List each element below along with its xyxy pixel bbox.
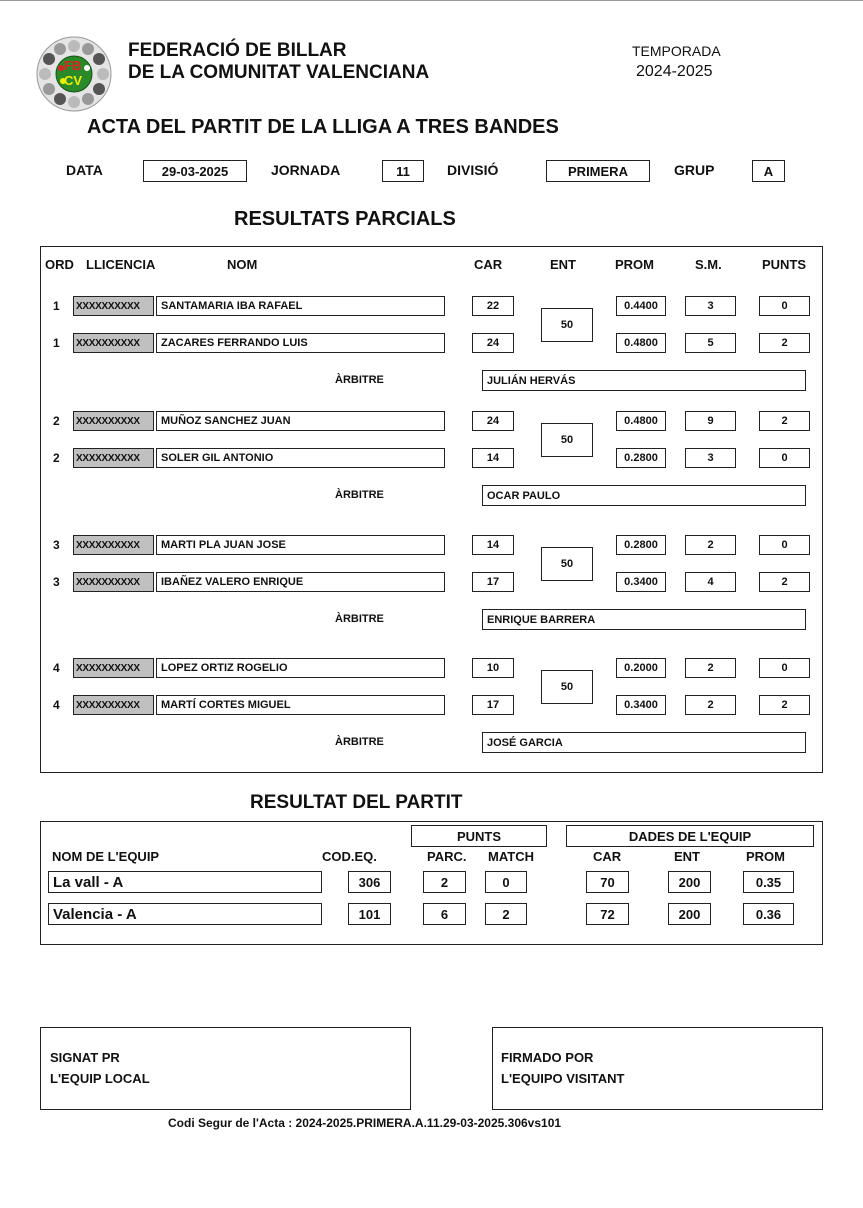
player-name: MARTI PLA JUAN JOSE: [156, 535, 445, 555]
team-match-points: 0: [485, 871, 527, 893]
logo-text-top: FB: [64, 58, 82, 73]
security-code: Codi Segur de l'Acta : 2024-2025.PRIMERA.A.11.29-03-2025.306vs101: [168, 1116, 562, 1130]
player-caroms: 10: [472, 658, 514, 678]
player-average: 0.3400: [616, 572, 666, 592]
player-name: IBAÑEZ VALERO ENRIQUE: [156, 572, 445, 592]
referee-name: JOSÉ GARCIA: [482, 732, 806, 753]
player-high-run: 5: [685, 333, 736, 353]
player-caroms: 24: [472, 333, 514, 353]
team-name: La vall - A: [48, 871, 322, 893]
player-name: SOLER GIL ANTONIO: [156, 448, 445, 468]
grup-label: GRUP: [674, 162, 715, 178]
col-team-name: NOM DE L'EQUIP: [52, 849, 160, 864]
player-licence: XXXXXXXXXX: [73, 658, 154, 678]
org-name-line1: FEDERACIÓ DE BILLAR: [128, 40, 347, 61]
partials-title: RESULTATS PARCIALS: [234, 208, 456, 230]
col-prom: PROM: [615, 257, 654, 272]
player-caroms: 17: [472, 572, 514, 592]
player-licence: XXXXXXXXXX: [73, 411, 154, 431]
season-value: 2024-2025: [636, 63, 713, 80]
match-innings: 50: [541, 308, 593, 342]
player-points: 0: [759, 658, 810, 678]
player-licence: XXXXXXXXXX: [73, 535, 154, 555]
visitor-signature-label-2: L'EQUIPO VISITANT: [501, 1071, 625, 1086]
local-signature-box[interactable]: [40, 1027, 411, 1110]
player-high-run: 9: [685, 411, 736, 431]
player-points: 2: [759, 695, 810, 715]
player-high-run: 3: [685, 296, 736, 316]
team-innings: 200: [668, 903, 711, 925]
player-caroms: 22: [472, 296, 514, 316]
team-name: Valencia - A: [48, 903, 322, 925]
season-label: TEMPORADA: [632, 43, 721, 59]
local-signature-label-2: L'EQUIP LOCAL: [50, 1071, 150, 1086]
referee-label: ÀRBITRE: [335, 613, 384, 625]
jornada-value: 11: [382, 160, 424, 182]
player-points: 0: [759, 448, 810, 468]
player-average: 0.2000: [616, 658, 666, 678]
referee-name: OCAR PAULO: [482, 485, 806, 506]
player-order: 2: [53, 451, 60, 465]
player-order: 1: [53, 336, 60, 350]
player-average: 0.4800: [616, 333, 666, 353]
team-match-points: 2: [485, 903, 527, 925]
referee-name: JULIÁN HERVÁS: [482, 370, 806, 391]
visitor-signature-label-1: FIRMADO POR: [501, 1050, 594, 1065]
team-caroms: 70: [586, 871, 629, 893]
col-licence: LLICENCIA: [86, 257, 156, 272]
match-innings: 50: [541, 547, 593, 581]
player-licence: XXXXXXXXXX: [73, 448, 154, 468]
punts-group-header: PUNTS: [411, 825, 547, 847]
team-code: 306: [348, 871, 391, 893]
grup-value: A: [752, 160, 785, 182]
player-high-run: 2: [685, 695, 736, 715]
team-data-group-header: DADES DE L'EQUIP: [566, 825, 814, 847]
local-signature-label-1: SIGNAT PR: [50, 1050, 120, 1065]
player-average: 0.4800: [616, 411, 666, 431]
col-parc: PARC.: [427, 849, 467, 864]
col-ent: ENT: [550, 257, 576, 272]
federation-logo: [36, 36, 112, 112]
player-order: 1: [53, 299, 60, 313]
date-label: DATA: [66, 162, 103, 178]
org-name-line2: DE LA COMUNITAT VALENCIANA: [128, 62, 430, 83]
player-caroms: 24: [472, 411, 514, 431]
referee-label: ÀRBITRE: [335, 374, 384, 386]
player-average: 0.3400: [616, 695, 666, 715]
player-high-run: 2: [685, 658, 736, 678]
player-licence: XXXXXXXXXX: [73, 695, 154, 715]
player-name: ZACARES FERRANDO LUIS: [156, 333, 445, 353]
document-title: ACTA DEL PARTIT DE LA LLIGA A TRES BANDES: [87, 116, 559, 138]
player-average: 0.2800: [616, 535, 666, 555]
player-caroms: 17: [472, 695, 514, 715]
col-car: CAR: [474, 257, 503, 272]
partials-panel: [40, 246, 823, 773]
col-team-car: CAR: [593, 849, 622, 864]
player-licence: XXXXXXXXXX: [73, 296, 154, 316]
player-points: 2: [759, 572, 810, 592]
player-order: 3: [53, 575, 60, 589]
player-order: 4: [53, 661, 60, 675]
player-order: 4: [53, 698, 60, 712]
player-average: 0.2800: [616, 448, 666, 468]
referee-label: ÀRBITRE: [335, 489, 384, 501]
player-points: 2: [759, 411, 810, 431]
visitor-signature-box[interactable]: [492, 1027, 823, 1110]
jornada-label: JORNADA: [271, 162, 341, 178]
top-rule: [0, 0, 863, 1]
col-name: NOM: [227, 257, 258, 272]
team-partial-points: 6: [423, 903, 466, 925]
referee-label: ÀRBITRE: [335, 736, 384, 748]
logo-text-bottom: CV: [64, 73, 83, 88]
divisio-value: PRIMERA: [546, 160, 650, 182]
match-innings: 50: [541, 423, 593, 457]
team-caroms: 72: [586, 903, 629, 925]
player-points: 2: [759, 333, 810, 353]
team-average: 0.35: [743, 871, 794, 893]
col-team-prom: PROM: [746, 849, 785, 864]
player-high-run: 3: [685, 448, 736, 468]
player-caroms: 14: [472, 535, 514, 555]
player-order: 2: [53, 414, 60, 428]
team-innings: 200: [668, 871, 711, 893]
col-ord: ORD: [45, 257, 74, 272]
player-caroms: 14: [472, 448, 514, 468]
date-value: 29-03-2025: [143, 160, 247, 182]
referee-name: ENRIQUE BARRERA: [482, 609, 806, 630]
player-name: MUÑOZ SANCHEZ JUAN: [156, 411, 445, 431]
col-punts: PUNTS: [762, 257, 807, 272]
col-match: MATCH: [488, 849, 534, 864]
player-average: 0.4400: [616, 296, 666, 316]
player-points: 0: [759, 296, 810, 316]
col-team-code: COD.EQ.: [322, 849, 377, 864]
player-licence: XXXXXXXXXX: [73, 572, 154, 592]
player-points: 0: [759, 535, 810, 555]
team-code: 101: [348, 903, 391, 925]
player-name: MARTÍ CORTES MIGUEL: [156, 695, 445, 715]
player-high-run: 4: [685, 572, 736, 592]
player-licence: XXXXXXXXXX: [73, 333, 154, 353]
player-name: LOPEZ ORTIZ ROGELIO: [156, 658, 445, 678]
team-average: 0.36: [743, 903, 794, 925]
col-team-ent: ENT: [674, 849, 700, 864]
result-title: RESULTAT DEL PARTIT: [250, 792, 463, 813]
divisio-label: DIVISIÓ: [447, 162, 499, 178]
team-partial-points: 2: [423, 871, 466, 893]
player-name: SANTAMARIA IBA RAFAEL: [156, 296, 445, 316]
col-sm: S.M.: [695, 257, 722, 272]
match-innings: 50: [541, 670, 593, 704]
player-order: 3: [53, 538, 60, 552]
player-high-run: 2: [685, 535, 736, 555]
